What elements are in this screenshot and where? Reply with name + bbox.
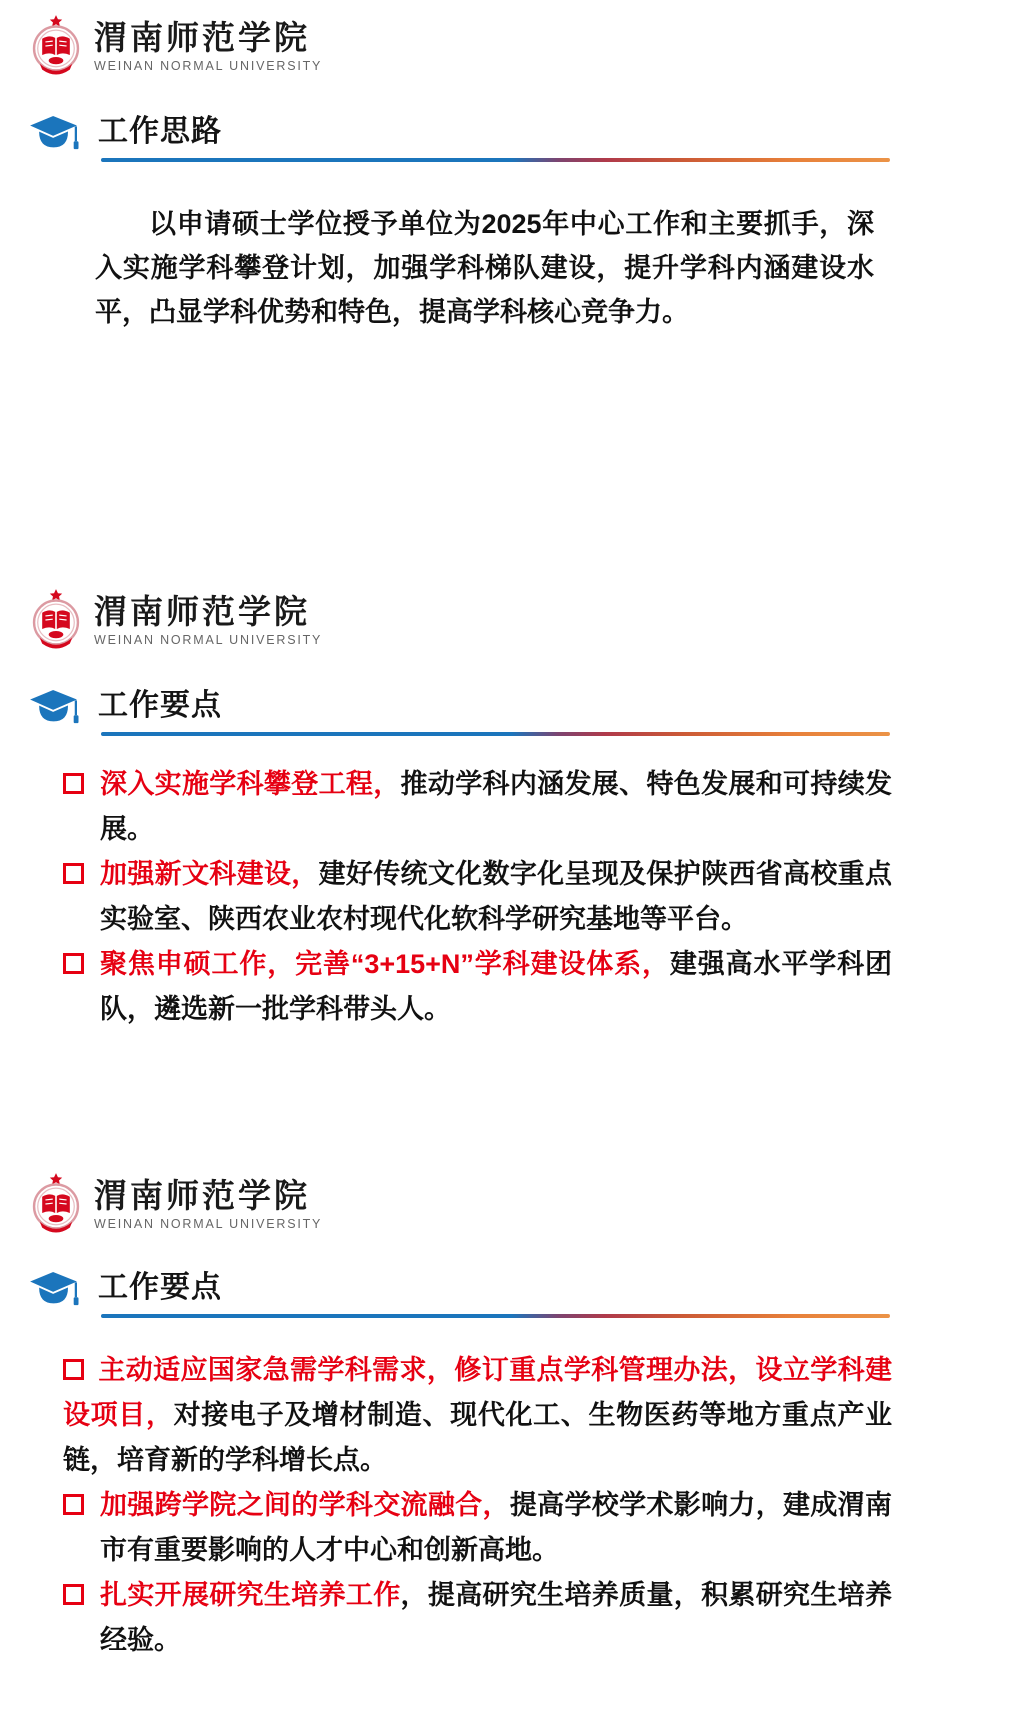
university-logo [30, 0, 1024, 78]
bullet-highlight-text: 扎实开展研究生培养工作 [100, 1580, 401, 1610]
bullet-highlight-text: 主动适应国家急需学科需求，修订重点学科管理办法，设立学科建设项目， [63, 1355, 892, 1430]
university-name-cn: 渭南师范学院 [94, 591, 310, 631]
bullet-highlight-text: 聚焦申硕工作，完善“3+15+N”学科建设体系， [100, 949, 670, 979]
header-divider [101, 1314, 890, 1318]
bullet-highlight-text: 加强新文科建设， [100, 859, 319, 889]
bullet-body-text: ，提高研究生培养质量，积累研究生培养经验。 [100, 1580, 893, 1655]
bullet-item [63, 1573, 892, 1663]
bullet-item [63, 1483, 892, 1573]
university-emblem-icon [30, 588, 82, 652]
bullet-body-text: 推动学科内涵发展、特色发展和可持续发展。 [100, 769, 893, 844]
bullet-body-text: 提高学校学术影响力，建成渭南市有重要影响的人才中心和创新高地。 [100, 1490, 893, 1565]
university-logo-text [94, 1175, 323, 1231]
work-points-list [63, 1348, 892, 1663]
bullet-item [63, 762, 892, 852]
red-square-bullet-icon [63, 773, 84, 794]
section-title: 工作要点 [98, 689, 222, 722]
university-logo [30, 540, 1024, 652]
university-name-en: WEINAN NORMAL UNIVERSITY [94, 58, 323, 73]
section-header [26, 686, 1024, 736]
section-header [26, 112, 1024, 162]
bullet-body-text: 建强高水平学科团队，遴选新一批学科带头人。 [100, 949, 892, 1024]
header-divider [101, 732, 890, 736]
section-title: 工作思路 [98, 115, 222, 148]
red-square-bullet-icon [63, 863, 84, 884]
red-square-bullet-icon [63, 1494, 84, 1515]
slide-1 [0, 0, 1024, 540]
section-header [26, 1268, 1024, 1318]
slide-3 [0, 1060, 1024, 1728]
graduation-cap-icon [26, 686, 82, 734]
university-name-en: WEINAN NORMAL UNIVERSITY [94, 632, 323, 647]
bullet-highlight-text: 深入实施学科攀登工程， [100, 769, 401, 799]
work-plan-paragraph: 以申请硕士学位授予单位为2025年中心工作和主要抓手，深入实施学科攀登计划，加强学科梯队建设，提升学科内涵建设水平，凸显学科优势和特色，提高学科核心竞争力。 [95, 209, 874, 327]
bullet-item [63, 1348, 892, 1483]
slide-2 [0, 540, 1024, 1060]
bullet-item [63, 852, 892, 942]
university-name-cn: 渭南师范学院 [94, 17, 310, 57]
header-divider [101, 158, 890, 162]
university-name-en: WEINAN NORMAL UNIVERSITY [94, 1216, 323, 1231]
university-name-cn: 渭南师范学院 [94, 1175, 310, 1215]
bullet-highlight-text: 加强跨学院之间的学科交流融合， [100, 1490, 510, 1520]
graduation-cap-icon [26, 1268, 82, 1316]
university-emblem-icon [30, 1172, 82, 1236]
section-title: 工作要点 [98, 1271, 222, 1304]
red-square-bullet-icon [63, 1359, 84, 1380]
university-logo-text [94, 17, 323, 73]
bullet-item [63, 942, 892, 1032]
work-points-list [63, 762, 892, 1032]
bullet-body-text: 建好传统文化数字化呈现及保护陕西省高校重点实验室、陕西农业农村现代化软科学研究基地等平台。 [100, 859, 893, 934]
graduation-cap-icon [26, 112, 82, 160]
bullet-body-text: 对接电子及增材制造、现代化工、生物医药等地方重点产业链，培育新的学科增长点。 [63, 1400, 893, 1475]
university-logo [30, 1060, 1024, 1236]
university-emblem-icon [30, 14, 82, 78]
red-square-bullet-icon [63, 953, 84, 974]
red-square-bullet-icon [63, 1584, 84, 1605]
university-logo-text [94, 591, 323, 647]
